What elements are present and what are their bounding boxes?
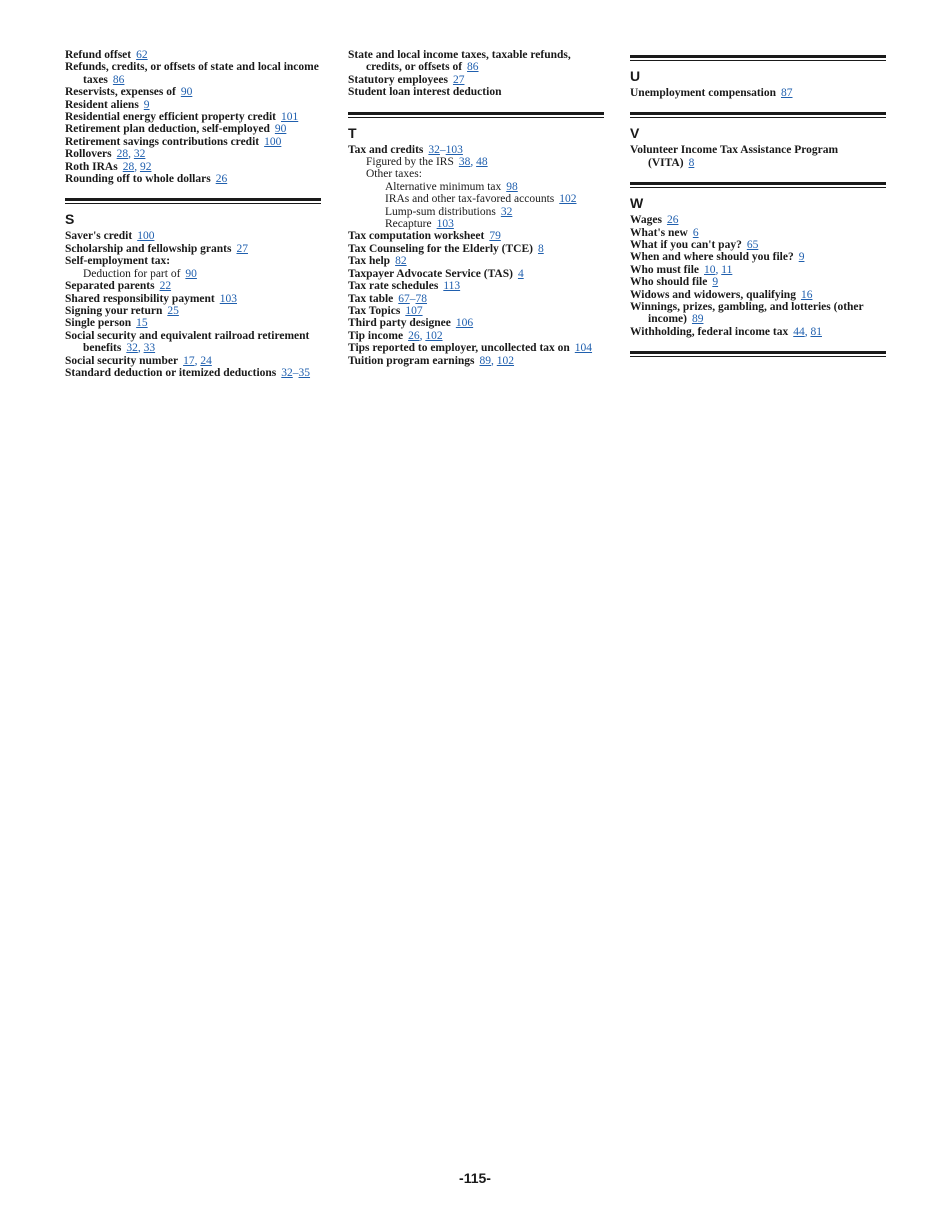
index-term: Social security and equivalent railroad retirement benefits [65, 329, 310, 355]
section-letter-s: S [65, 211, 75, 228]
page-link[interactable]: 10 [704, 263, 716, 276]
page-refs [136, 317, 148, 329]
index-entry-social-security-number [65, 355, 321, 367]
index-term: Student loan interest deduction [348, 86, 502, 99]
index-term: Resident aliens [65, 98, 139, 111]
page-refs [408, 330, 443, 342]
index-term: Separated parents [65, 280, 155, 293]
page-number: -115- [459, 1170, 491, 1186]
page-link[interactable]: 24 [200, 354, 212, 367]
index-entry-resident-aliens [65, 99, 321, 111]
page-link[interactable]: 26 [666, 214, 679, 227]
page-ref-separator: , [804, 325, 811, 338]
page-link[interactable]: 26 [408, 329, 420, 342]
index-term: What's new [630, 226, 688, 239]
page-refs [467, 61, 479, 73]
page-ref-separator: , [137, 342, 144, 355]
page-refs [216, 173, 228, 185]
index-entry-wages [630, 214, 886, 226]
index-term: Saver's credit [65, 230, 133, 243]
index-entry-residential-energy-efficient-property-cr [65, 111, 321, 123]
page-refs [236, 243, 248, 255]
page-refs [160, 280, 172, 292]
index-term: What if you can't pay? [630, 239, 742, 252]
index-entry-social-security-and-equivalent-railroad- [65, 330, 321, 355]
page-refs [692, 313, 704, 325]
page-link[interactable]: 44 [793, 325, 805, 338]
index-term: Reservists, expenses of [65, 86, 176, 99]
index-entry-other-taxes [348, 168, 604, 180]
index-entry-rounding-off-to-whole-dollars [65, 173, 321, 185]
index-entry-figured-by-the-irs [348, 156, 604, 168]
index-entry-taxpayer-advocate-service-tas [348, 268, 604, 280]
index-term: Signing your return [65, 304, 163, 317]
page-refs [123, 161, 152, 173]
page-refs [117, 148, 146, 160]
index-entry-alternative-minimum-tax [348, 181, 604, 193]
page-refs [489, 230, 501, 242]
page-refs [456, 317, 473, 329]
page-link[interactable]: 32 [126, 342, 138, 355]
page-refs [518, 268, 524, 280]
page-refs [167, 305, 179, 317]
page-refs [506, 181, 518, 193]
page-link[interactable]: 79 [489, 230, 501, 243]
page-link[interactable]: 98 [506, 180, 518, 193]
page-link[interactable]: 107 [405, 304, 423, 317]
page-refs [275, 123, 287, 135]
page-refs [437, 218, 454, 230]
index-entry-what-if-you-can-t-pay [630, 239, 886, 251]
index-entry-signing-your-return [65, 305, 321, 317]
page-link[interactable]: 104 [574, 342, 593, 355]
index-term: Tax Topics [348, 304, 401, 317]
page-link[interactable]: 35 [298, 366, 311, 379]
page-link[interactable]: 100 [264, 135, 282, 148]
page-link[interactable]: 27 [236, 242, 248, 255]
index-term: Recapture [385, 218, 432, 231]
index-term: Winnings, prizes, gambling, and lotteries (other income) [630, 301, 864, 326]
index-term: Withholding, federal income tax [630, 325, 789, 338]
index-entry-tax-and-credits [348, 144, 604, 156]
index-term: Refund offset [65, 49, 132, 61]
index-entry-rollovers [65, 148, 321, 160]
index-entry-shared-responsibility-payment [65, 293, 321, 305]
page-link[interactable]: 48 [476, 156, 488, 169]
page-link[interactable]: 38 [458, 156, 471, 169]
index-entry-retirement-savings-contributions-credit [65, 136, 321, 148]
page-link[interactable]: 65 [746, 239, 759, 252]
page-link[interactable]: 9 [798, 251, 805, 264]
index-entry-widows-and-widowers-qualifying [630, 289, 886, 301]
page-link[interactable]: 113 [443, 280, 461, 293]
index-entry-deduction-for-part-of [65, 268, 321, 280]
index-term: Tax help [348, 255, 391, 268]
page-link[interactable]: 86 [112, 73, 125, 86]
page-refs [667, 214, 679, 226]
page-ref-separator: , [419, 329, 426, 342]
page-link[interactable]: 9 [143, 98, 150, 111]
page-refs [575, 342, 592, 354]
page-link[interactable]: 103 [219, 292, 237, 305]
page-refs [185, 268, 197, 280]
page-refs [704, 264, 732, 276]
index-entry-state-and-local-income-taxes-taxable-ref [348, 49, 604, 74]
index-term: Residential energy efficient property credit [65, 111, 276, 124]
index-entry-single-person [65, 317, 321, 329]
page-link[interactable]: 78 [415, 292, 428, 305]
page-refs [220, 293, 237, 305]
index-term: State and local income taxes, taxable refunds, credits, or offsets of [348, 49, 571, 74]
page-link[interactable]: 16 [800, 288, 813, 301]
page-ref-separator: – [409, 292, 416, 305]
index-term: When and where should you file? [630, 251, 794, 264]
page-refs [799, 251, 805, 263]
page-link[interactable]: 102 [425, 329, 443, 342]
index-term: Tax table [348, 292, 394, 305]
page-link[interactable]: 33 [143, 342, 156, 355]
page-refs [559, 193, 576, 205]
page-link[interactable]: 25 [167, 304, 179, 317]
page-refs [395, 255, 407, 267]
page-refs [281, 367, 310, 379]
page-refs [781, 87, 793, 99]
index-entry-statutory-employees [348, 74, 604, 86]
page-link[interactable]: 28 [116, 148, 129, 161]
index-entry-what-s-new [630, 227, 886, 239]
section-rule [65, 198, 321, 204]
page-link[interactable]: 90 [274, 123, 287, 136]
index-entry-volunteer-income-tax-assistance-program- [630, 144, 886, 169]
index-entry-tax-topics [348, 305, 604, 317]
index-entry-lump-sum-distributions [348, 206, 604, 218]
section-letter-w: W [630, 195, 644, 212]
page-link[interactable]: 62 [136, 49, 148, 61]
page-refs [443, 280, 460, 292]
page-link[interactable]: 102 [496, 354, 515, 367]
index-entry-unemployment-compensation [630, 87, 886, 99]
index-entry-tax-table [348, 293, 604, 305]
index-entry-tip-income [348, 330, 604, 342]
page-link[interactable]: 87 [781, 87, 793, 99]
index-term: Tips reported to employer, uncollected tax on [348, 342, 570, 355]
index-entry-standard-deduction-or-itemized-deduction [65, 367, 321, 379]
index-term: Shared responsibility payment [65, 292, 215, 305]
index-term: Statutory employees [348, 73, 448, 86]
page-ref-separator: – [439, 143, 446, 156]
page-refs [801, 289, 813, 301]
index-term: Social security number [65, 354, 179, 367]
index-entry-tax-computation-worksheet [348, 230, 604, 242]
index-term: Rounding off to whole dollars [65, 173, 211, 186]
page-link[interactable]: 101 [281, 111, 299, 124]
index-term: Tax rate schedules [348, 280, 439, 293]
page-link[interactable]: 103 [445, 143, 463, 156]
section-rule [348, 112, 604, 118]
index-term: Who must file [630, 263, 699, 276]
page-refs [693, 227, 699, 239]
index-term: Wages [630, 214, 662, 227]
index-entry-saver-s-credit [65, 230, 321, 242]
page-link[interactable]: 32 [281, 366, 293, 379]
index-entry-tax-rate-schedules [348, 280, 604, 292]
page-ref-separator: , [715, 263, 722, 276]
page-ref-separator: , [134, 160, 140, 173]
index-term: Other taxes: [366, 168, 422, 181]
index-term: Third party designee [348, 317, 451, 330]
page-refs [264, 136, 281, 148]
index-entry-withholding-federal-income-tax [630, 326, 886, 338]
index-term: Retirement plan deduction, self-employed [65, 123, 270, 136]
page-link[interactable]: 9 [712, 276, 719, 289]
page-link[interactable]: 32 [500, 205, 513, 218]
index-entry-roth-iras [65, 161, 321, 173]
index-term: Tax and credits [348, 143, 424, 156]
page-refs [453, 74, 465, 86]
index-term: Tax computation worksheet [348, 230, 485, 243]
page-link[interactable]: 89 [691, 313, 704, 326]
index-entry-refund-offset [65, 49, 321, 61]
page-link[interactable]: 67 [398, 292, 410, 305]
index-term: Lump-sum distributions [385, 205, 496, 218]
page-link[interactable]: 89 [479, 354, 492, 367]
index-entry-tax-help [348, 255, 604, 267]
index-term: Tax Counseling for the Elderly (TCE) [348, 242, 533, 255]
page-refs [747, 239, 759, 251]
index-entry-tax-counseling-for-the-elderly-tce [348, 243, 604, 255]
page-refs [480, 355, 515, 367]
page-link[interactable]: 15 [136, 317, 148, 330]
index-term: Widows and widowers, qualifying [630, 288, 796, 301]
page-refs [136, 49, 148, 61]
page-refs [126, 342, 155, 354]
page-link[interactable]: 27 [452, 73, 465, 86]
index-term: Roth IRAs [65, 160, 118, 173]
page-link[interactable]: 26 [215, 173, 228, 186]
page-link[interactable]: 32 [428, 143, 440, 156]
page-link[interactable]: 102 [559, 193, 577, 206]
index-term: Tuition program earnings [348, 354, 475, 367]
index-term: Alternative minimum tax [385, 180, 502, 193]
page-link[interactable]: 8 [688, 156, 695, 169]
section-rule [630, 112, 886, 118]
index-entry-tuition-program-earnings [348, 355, 604, 367]
page-link[interactable]: 86 [467, 61, 479, 74]
index-entry-winnings-prizes-gambling-and-lotteries-o [630, 301, 886, 326]
section-letter-t: T [348, 124, 357, 141]
page-refs [428, 144, 463, 156]
index-term: Who should file [630, 276, 708, 289]
index-term: Taxpayer Advocate Service (TAS) [348, 267, 513, 280]
index-term: Single person [65, 317, 132, 330]
page-link[interactable]: 17 [183, 354, 195, 367]
page-refs [398, 293, 427, 305]
index-term: Tip income [348, 329, 404, 342]
page-refs [689, 157, 695, 169]
page-ref-separator: , [470, 156, 477, 169]
page-ref-separator: , [128, 148, 134, 161]
index-entry-student-loan-interest-deduction [348, 86, 604, 98]
page-ref-separator: – [292, 366, 299, 379]
page-refs [144, 99, 150, 111]
section-rule [630, 182, 886, 188]
index-entry-tips-reported-to-employer-uncollected-ta [348, 342, 604, 354]
index-term: Figured by the IRS [366, 156, 454, 169]
page-link[interactable]: 32 [133, 148, 146, 161]
index-term: IRAs and other tax-favored accounts [385, 193, 555, 206]
index-entry-recapture [348, 218, 604, 230]
page-link[interactable]: 28 [122, 160, 135, 173]
index-entry-iras-and-other-tax-favored-accounts [348, 193, 604, 205]
index-term: Self-employment tax: [65, 255, 171, 268]
index-term: Scholarship and fellowship grants [65, 242, 232, 255]
page-link[interactable]: 82 [395, 255, 407, 268]
index-term: Standard deduction or itemized deductions [65, 366, 277, 379]
index-entry-third-party-designee [348, 317, 604, 329]
index-entry-reservists-expenses-of [65, 86, 321, 98]
index-term: Rollovers [65, 148, 112, 161]
page-link[interactable]: 11 [721, 263, 733, 276]
page-refs [405, 305, 422, 317]
page-refs [459, 156, 488, 168]
page-link[interactable]: 8 [537, 242, 544, 255]
index-entry-refunds-credits-or-offsets-of-state-and- [65, 61, 321, 86]
page-link[interactable]: 6 [692, 226, 699, 239]
index-term: Volunteer Income Tax Assistance Program (VITA) [630, 144, 839, 169]
page-link[interactable]: 90 [180, 86, 193, 99]
index-term: Retirement savings contributions credit [65, 135, 260, 148]
page-link[interactable]: 100 [137, 230, 155, 243]
page-refs [712, 276, 718, 288]
index-entry-who-should-file [630, 276, 886, 288]
index-entry-who-must-file [630, 264, 886, 276]
index-term: Deduction for part of [83, 267, 181, 280]
index-entry-scholarship-and-fellowship-grants [65, 243, 321, 255]
page-link[interactable]: 4 [517, 267, 524, 280]
section-rule [630, 55, 886, 61]
index-column-1 [65, 49, 321, 379]
page-refs [501, 206, 513, 218]
page-refs [281, 111, 298, 123]
index-entry-self-employment-tax [65, 255, 321, 267]
page-link[interactable]: 103 [436, 218, 454, 231]
page-link[interactable]: 22 [159, 280, 172, 293]
page-ref-separator: , [491, 354, 497, 367]
index-column-3 [630, 49, 886, 364]
page-refs [137, 230, 154, 242]
page-refs [181, 86, 193, 98]
index-column-2 [348, 49, 604, 367]
index-term: Unemployment compensation [630, 87, 776, 99]
page-refs [113, 74, 125, 86]
page-ref-separator: , [194, 354, 201, 367]
section-rule [630, 351, 886, 357]
page-refs [793, 326, 822, 338]
page-link[interactable]: 92 [139, 160, 152, 173]
index-entry-when-and-where-should-you-file [630, 251, 886, 263]
page-refs [183, 355, 212, 367]
index-entry-separated-parents [65, 280, 321, 292]
page-link[interactable]: 81 [810, 325, 822, 338]
page-refs [538, 243, 544, 255]
index-entry-retirement-plan-deduction-self-employed [65, 123, 321, 135]
page-link[interactable]: 90 [185, 267, 197, 280]
section-letter-u: U [630, 68, 641, 84]
page-link[interactable]: 106 [455, 317, 474, 330]
index-term: Refunds, credits, or offsets of state and local income taxes [65, 61, 319, 86]
section-letter-v: V [630, 125, 640, 142]
